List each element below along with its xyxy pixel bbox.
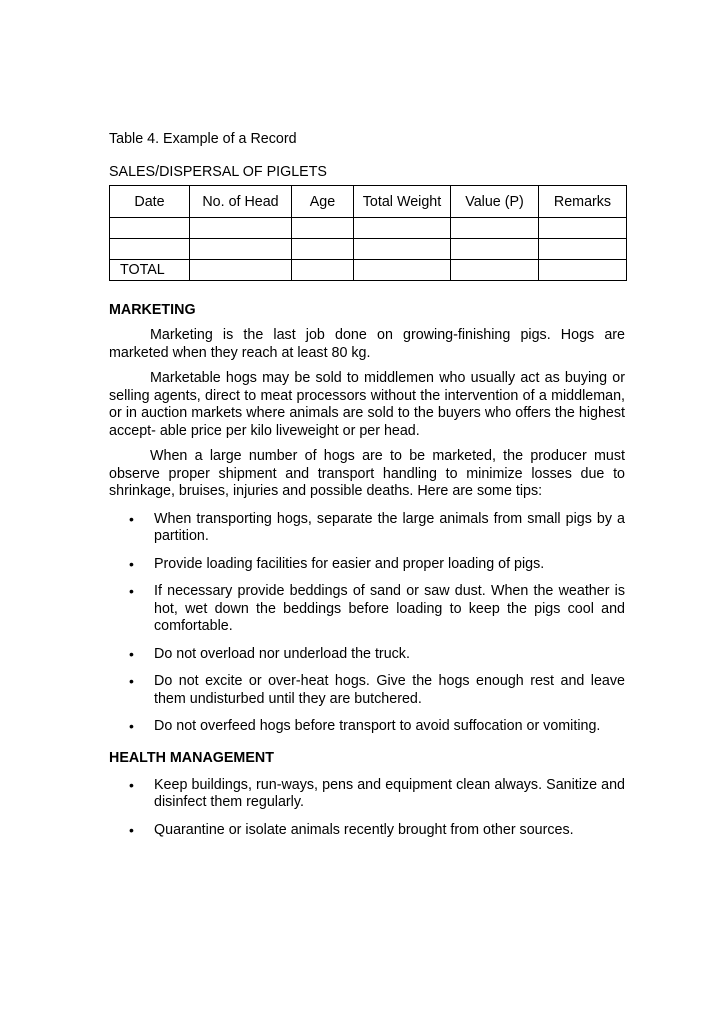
bullet-icon: • (129, 645, 134, 662)
tip-text: Do not excite or over-heat hogs. Give the hogs enough rest and leave them undisturbed until they are butchered. (154, 673, 625, 707)
health-management-heading: HEALTH MANAGEMENT (109, 749, 274, 766)
list-item (109, 556, 625, 574)
header-age: Age (292, 186, 354, 218)
list-item (109, 511, 625, 546)
table-cell (292, 260, 354, 281)
marketing-paragraph-1: Marketing is the last job done on growing-finishing pigs. Hogs are marketed when they reach at least 80 kg. (109, 327, 625, 361)
table-subcaption: SALES/DISPERSAL OF PIGLETS (109, 164, 327, 180)
bullet-icon: • (129, 776, 134, 793)
tip-text: Provide loading facilities for easier and proper loading of pigs. (154, 555, 545, 572)
list-item (109, 777, 625, 812)
table-cell (354, 260, 451, 281)
tip-text: When transporting hogs, separate the large animals from small pigs by a partition. (154, 510, 625, 544)
list-item (109, 718, 625, 736)
table-cell (354, 239, 451, 260)
header-total-weight: Total Weight (354, 186, 451, 218)
table-cell (190, 218, 292, 239)
tip-text: If necessary provide beddings of sand or saw dust. When the weather is hot, wet down the beddings before loading to keep the pigs cool and comfortable. (154, 583, 625, 634)
table-total-row (110, 260, 627, 281)
table-cell (190, 239, 292, 260)
table-cell (110, 239, 190, 260)
list-item (109, 673, 625, 708)
tip-text: Do not overfeed hogs before transport to avoid suffocation or vomiting. (154, 718, 601, 734)
table-cell (451, 239, 539, 260)
table-row (110, 239, 627, 260)
tip-text: Quarantine or isolate animals recently brought from other sources. (154, 821, 574, 838)
tip-text: Keep buildings, run-ways, pens and equipment clean always. Sanitize and disinfect them regularly. (154, 776, 625, 810)
table-header-row (110, 186, 627, 218)
header-no-of-head: No. of Head (190, 186, 292, 218)
bullet-icon: • (129, 510, 134, 527)
list-item (109, 822, 625, 840)
marketing-heading: MARKETING (109, 302, 196, 318)
table-cell (451, 260, 539, 281)
table-cell (539, 239, 627, 260)
table-caption: Table 4. Example of a Record (109, 131, 297, 147)
table-cell (190, 260, 292, 281)
total-label: TOTAL (110, 260, 190, 281)
table-cell (292, 239, 354, 260)
table-cell (354, 218, 451, 239)
header-value: Value (P) (451, 186, 539, 218)
bullet-icon: • (129, 673, 134, 689)
marketing-tips-list (109, 511, 625, 736)
table-cell (451, 218, 539, 239)
list-item (109, 646, 625, 664)
bullet-icon: • (129, 555, 134, 572)
bullet-icon: • (129, 583, 134, 599)
document-page (109, 131, 625, 839)
table-row (110, 218, 627, 239)
sales-record-table (109, 185, 627, 281)
table-cell (539, 218, 627, 239)
header-date: Date (110, 186, 190, 218)
list-item (109, 583, 625, 636)
table-cell (292, 218, 354, 239)
marketing-paragraph-3: When a large number of hogs are to be marketed, the producer must observe proper shipment and transport handling to minimize losses due to shrinkage, bruises, injuries and possible deaths. Here are some tips: (109, 448, 625, 499)
header-remarks: Remarks (539, 186, 627, 218)
tip-text: Do not overload nor underload the truck. (154, 645, 410, 662)
marketing-paragraph-2: Marketable hogs may be sold to middlemen who usually act as buying or selling agents, direct to meat processors without the intervention of a middleman, or in auction markets where animals are sold to the buyers who offers the highest accept- able price per kilo liveweight or per head. (109, 370, 625, 439)
health-tips-list (109, 777, 625, 840)
bullet-icon: • (129, 821, 134, 838)
table-cell (110, 218, 190, 239)
table-cell (539, 260, 627, 281)
bullet-icon: • (129, 718, 134, 734)
